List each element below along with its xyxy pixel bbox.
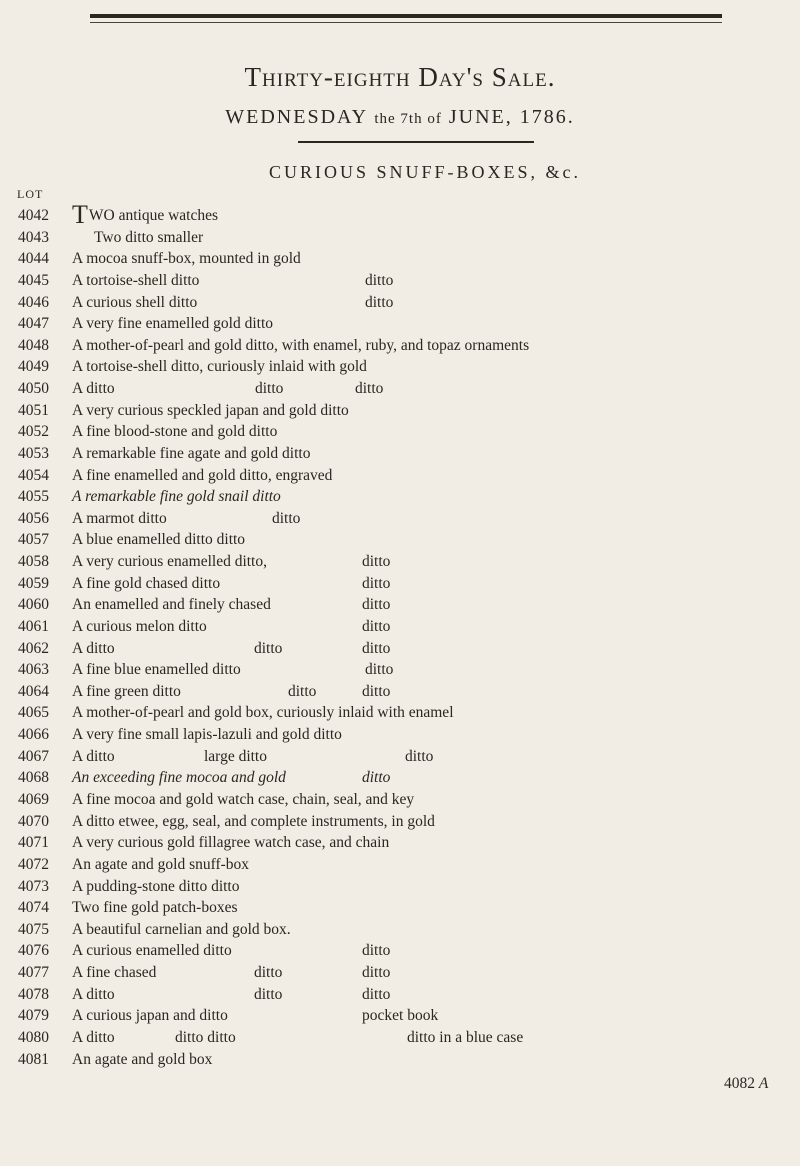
lot-row	[0, 702, 800, 723]
lot-number: 4075	[18, 920, 49, 938]
lot-ditto-column: ditto in a blue case	[407, 1028, 524, 1046]
lot-ditto-column: ditto	[365, 293, 394, 311]
lot-description: A beautiful carnelian and gold box.	[72, 920, 291, 938]
lot-ditto-column: ditto	[355, 380, 384, 398]
lot-number: 4042	[18, 207, 49, 224]
lot-description: A ditto	[72, 985, 115, 1003]
lot-description: A ditto	[72, 639, 115, 657]
lot-row	[0, 465, 800, 486]
lot-number: 4046	[18, 293, 49, 311]
sale-month: JUNE,	[448, 106, 513, 128]
section-rule	[298, 141, 534, 143]
lot-number: 4049	[18, 358, 49, 376]
lot-row	[0, 919, 800, 940]
lot-number: 4061	[18, 617, 49, 635]
lot-number: 4047	[18, 315, 49, 333]
lot-row	[0, 681, 800, 702]
lot-description: A mother-of-pearl and gold box, curiously inlaid with enamel	[72, 704, 454, 722]
lot-row	[0, 984, 800, 1005]
lot-number: 4054	[18, 466, 49, 484]
lot-number: 4057	[18, 531, 49, 549]
lot-description: A fine enamelled and gold ditto, engraved	[72, 466, 333, 484]
lot-row	[0, 200, 800, 229]
lot-number: 4053	[18, 444, 49, 462]
lot-description: A very curious enamelled ditto,	[72, 553, 267, 571]
lot-number: 4078	[18, 985, 49, 1003]
lot-row	[0, 270, 800, 291]
lot-ditto-column: ditto	[365, 661, 394, 679]
lot-number: 4066	[18, 726, 49, 744]
sale-date-mid: the 7th of	[374, 111, 442, 127]
lot-description: A fine blood-stone and gold ditto	[72, 423, 278, 441]
lot-number: 4048	[18, 336, 49, 354]
lot-number: 4063	[18, 661, 49, 679]
lot-number: 4073	[18, 877, 49, 895]
lot-number: 4070	[18, 812, 49, 830]
lot-number: 4079	[18, 1007, 49, 1025]
lot-number: 4065	[18, 704, 49, 722]
lot-description: A remarkable fine gold snail ditto	[72, 488, 281, 506]
lot-ditto-column: pocket book	[362, 1007, 439, 1025]
lot-description: A ditto	[72, 1028, 115, 1046]
lot-number: 4045	[18, 271, 49, 289]
lot-row	[0, 486, 800, 507]
lot-row	[0, 400, 800, 421]
lot-description: A fine green ditto	[72, 682, 181, 700]
lot-description: A curious shell ditto	[72, 293, 198, 311]
sale-date	[0, 106, 800, 129]
lot-ditto-column: ditto	[254, 964, 283, 982]
lot-row	[0, 313, 800, 334]
lot-ditto-column: ditto	[362, 769, 391, 787]
catchword-number: 4082	[724, 1075, 755, 1092]
lot-ditto-column: ditto	[362, 964, 391, 982]
lot-number: 4058	[18, 553, 49, 571]
lot-number: 4062	[18, 639, 49, 657]
lot-number: 4056	[18, 509, 49, 527]
lot-row	[0, 551, 800, 572]
lot-row	[0, 811, 800, 832]
lot-number: 4050	[18, 380, 49, 398]
lot-description: An agate and gold box	[72, 1050, 213, 1068]
lot-row	[0, 378, 800, 399]
lot-ditto-column: ditto	[365, 271, 394, 289]
lot-ditto-column: ditto	[288, 682, 317, 700]
lot-description: A fine chased	[72, 964, 157, 982]
lot-description: A marmot ditto	[72, 509, 167, 527]
lot-description: An enamelled and finely chased	[72, 596, 271, 614]
lot-number: 4051	[18, 401, 49, 419]
lot-row	[0, 227, 800, 248]
lot-row	[0, 443, 800, 464]
lot-number: 4044	[18, 250, 49, 268]
lot-number: 4067	[18, 747, 49, 765]
lot-number: 4052	[18, 423, 49, 441]
top-rule-thin	[90, 22, 722, 23]
lot-description: A ditto	[72, 747, 115, 765]
lot-description: A mocoa snuff-box, mounted in gold	[72, 250, 301, 268]
lot-description: A pudding-stone ditto ditto	[72, 877, 240, 895]
lot-ditto-column: ditto	[362, 985, 391, 1003]
lot-description-rest: WO antique watches	[88, 207, 219, 224]
top-rule	[90, 14, 722, 18]
lot-row	[0, 832, 800, 853]
lot-ditto-column: large ditto	[204, 747, 267, 765]
lot-description: A blue enamelled ditto ditto	[72, 531, 246, 549]
lot-number: 4074	[18, 899, 49, 917]
section-title: CURIOUS SNUFF-BOXES, &c.	[268, 162, 582, 182]
lot-description: A curious melon ditto	[72, 617, 207, 635]
lot-row	[0, 248, 800, 269]
lot-ditto-column: ditto	[272, 509, 301, 527]
lot-row	[0, 854, 800, 875]
drop-cap: T	[72, 200, 88, 229]
lot-description: A tortoise-shell ditto	[72, 271, 200, 289]
sale-day: WEDNESDAY	[225, 106, 368, 128]
lot-number: 4072	[18, 855, 49, 873]
lot-description: A mother-of-pearl and gold ditto, with enamel, ruby, and topaz ornaments	[72, 336, 530, 354]
lot-ditto-column: ditto	[362, 574, 391, 592]
lot-row	[0, 529, 800, 550]
lot-number: 4081	[18, 1050, 49, 1068]
lot-row	[0, 573, 800, 594]
lot-number: 4055	[18, 488, 49, 506]
lot-number: 4064	[18, 682, 49, 700]
lot-row	[0, 940, 800, 961]
lot-row	[0, 1005, 800, 1026]
lot-description: A very fine enamelled gold ditto	[72, 315, 274, 333]
lot-description: A curious enamelled ditto	[72, 942, 232, 960]
lot-description	[72, 200, 219, 229]
lot-description: A very curious speckled japan and gold ditto	[72, 401, 349, 419]
lot-number: 4059	[18, 574, 49, 592]
lot-row	[0, 724, 800, 745]
lot-row	[0, 356, 800, 377]
lot-row	[0, 746, 800, 767]
lot-number: 4069	[18, 791, 49, 808]
lot-number: 4060	[18, 596, 49, 614]
lot-ditto-column: ditto	[405, 747, 434, 765]
lot-description: Two ditto smaller	[94, 228, 204, 246]
lot-row	[0, 876, 800, 897]
catchword-word: A	[758, 1075, 769, 1092]
lot-row	[0, 789, 800, 810]
lot-description: An agate and gold snuff-box	[72, 855, 250, 873]
lot-column-label: LOT	[17, 187, 44, 201]
lot-number: 4068	[18, 769, 49, 787]
catchword	[724, 1075, 768, 1093]
lot-row	[0, 335, 800, 356]
lot-row	[0, 292, 800, 313]
lot-number: 4043	[18, 228, 49, 246]
lot-ditto-column: ditto	[362, 617, 391, 635]
lot-description: A tortoise-shell ditto, curiously inlaid with gold	[72, 358, 367, 376]
lot-row	[0, 659, 800, 680]
lot-description: A fine blue enamelled ditto	[72, 661, 241, 679]
lot-row	[0, 616, 800, 637]
lot-ditto-column: ditto	[362, 553, 391, 571]
lot-ditto-column: ditto	[362, 942, 391, 960]
lot-row	[0, 897, 800, 918]
lot-description: A very fine small lapis-lazuli and gold ditto	[72, 726, 342, 744]
lot-description: An exceeding fine mocoa and gold	[72, 769, 286, 787]
lot-description: A fine mocoa and gold watch case, chain, seal, and key	[72, 791, 415, 808]
lot-description: A ditto	[72, 380, 115, 398]
lot-description: A remarkable fine agate and gold ditto	[72, 444, 311, 462]
lot-number: 4077	[18, 964, 49, 982]
lot-description: A curious japan and ditto	[72, 1007, 228, 1025]
lot-row	[0, 638, 800, 659]
lot-description: Two fine gold patch-boxes	[72, 899, 238, 917]
lot-description: A ditto etwee, egg, seal, and complete instruments, in gold	[72, 812, 435, 830]
lot-description: A very curious gold fillagree watch case, and chain	[72, 834, 390, 852]
lot-row	[0, 1027, 800, 1048]
lot-row	[0, 508, 800, 529]
lot-number: 4076	[18, 942, 49, 960]
lot-row	[0, 594, 800, 615]
lot-number: 4080	[18, 1028, 49, 1046]
lot-ditto-column: ditto ditto	[175, 1028, 236, 1046]
lot-ditto-column: ditto	[255, 380, 284, 398]
lot-description: A fine gold chased ditto	[72, 574, 221, 592]
lot-row	[0, 962, 800, 983]
lot-ditto-column: ditto	[362, 639, 391, 657]
lot-ditto-column: ditto	[254, 985, 283, 1003]
lot-row	[0, 767, 800, 788]
lot-ditto-column: ditto	[362, 682, 391, 700]
lot-row	[0, 421, 800, 442]
sale-year: 1786.	[519, 106, 575, 128]
lot-ditto-column: ditto	[362, 596, 391, 614]
lot-number: 4071	[18, 834, 49, 852]
page-title: Thirty-eighth Day's Sale.	[244, 62, 556, 92]
lot-ditto-column: ditto	[254, 639, 283, 657]
lot-row	[0, 1049, 800, 1070]
